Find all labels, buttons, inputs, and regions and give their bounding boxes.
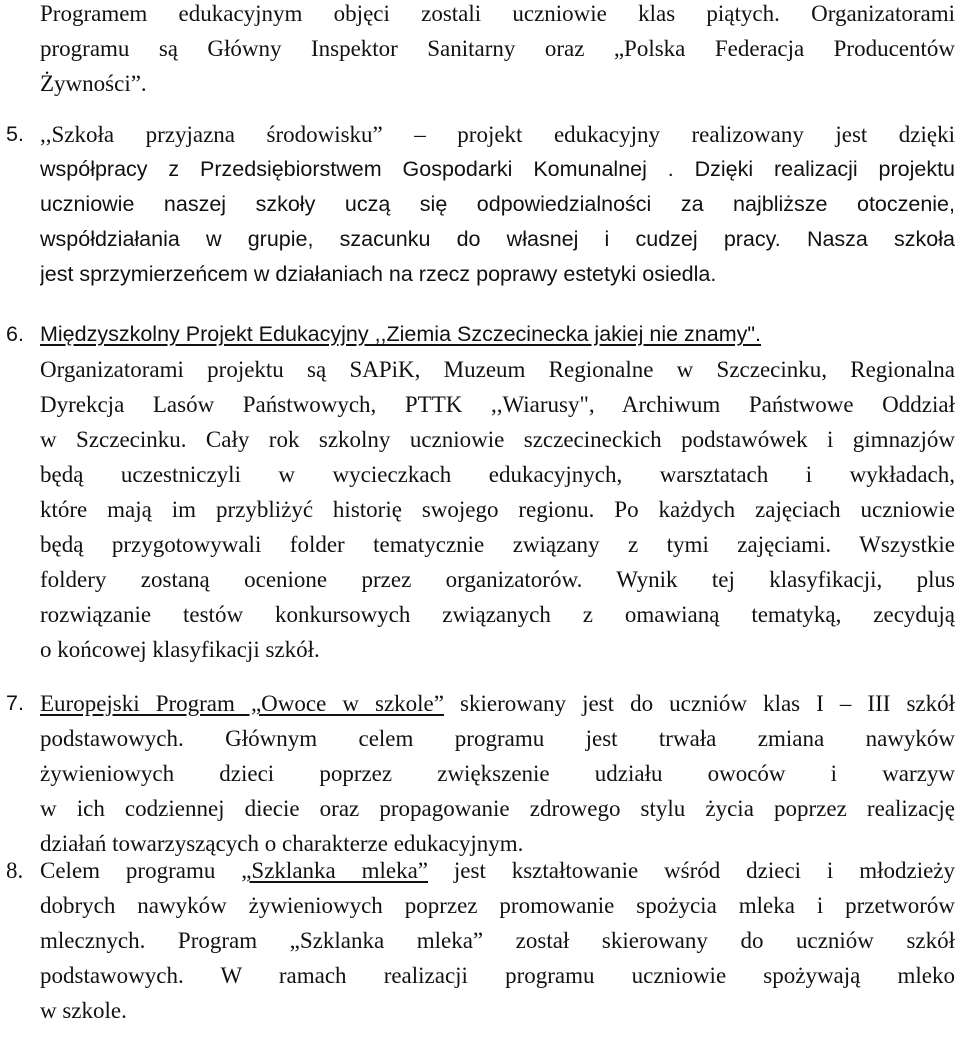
text-line: żywieniowych dzieci poprzez zwiększenie udziału owoców i warzyw: [40, 761, 955, 786]
item-8-prefix: Celem programu: [40, 858, 242, 883]
text-line: w szkole.: [40, 998, 127, 1023]
text-line: będą uczestniczyli w wycieczkach edukacyjnych, warsztatach i wykładach,: [40, 462, 955, 487]
item-5-paragraph: [40, 117, 955, 292]
item-8-title-text: „Szklanka mleka”: [241, 858, 429, 883]
text-line: Organizatorami projektu są SAPiK, Muzeum Regionalne w Szczecinku, Regionalna: [40, 357, 955, 382]
text-line: o końcowej klasyfikacji szkół.: [40, 637, 320, 662]
item-7-number: 7.: [6, 691, 24, 715]
text-line: współpracy z Przedsiębiorstwem Gospodarki Komunalnej . Dzięki realizacji projektu: [40, 157, 955, 181]
item-8-number: 8.: [6, 858, 24, 883]
text-line: jest sprzymierzeńcem w działaniach na rzecz poprawy estetyki osiedla.: [40, 262, 717, 286]
item-6-paragraph: [40, 317, 955, 667]
text-line: uczniowie naszej szkoły uczą się odpowiedzialności za najbliższe otoczenie,: [40, 192, 955, 216]
text-line: ,,Szkoła przyjazna środowisku” – projekt edukacyjny realizowany jest dzięki: [40, 122, 955, 147]
text-line: które mają im przybliżyć historię swojego regionu. Po każdych zajęciach uczniowie: [40, 497, 955, 522]
text-line: mlecznych. Program „Szklanka mleka” został skierowany do uczniów szkół: [40, 928, 955, 953]
text-line: foldery zostaną ocenione przez organizatorów. Wynik tej klasyfikacji, plus: [40, 567, 955, 592]
item-6-number: 6.: [6, 322, 24, 346]
text-line: współdziałania w grupie, szacunku do własnej i cudzej pracy. Nasza szkoła: [40, 227, 955, 251]
text-line: Żywności”.: [40, 71, 147, 96]
text-line: działań towarzyszących o charakterze edukacyjnym.: [40, 831, 524, 856]
text-line: podstawowych. W ramach realizacji programu uczniowie spożywają mleko: [40, 963, 955, 988]
item-6-title-text: Międzyszkolny Projekt Edukacyjny ,,Ziemia Szczecinecka jakiej nie znamy".: [40, 322, 761, 346]
text-line: w ich codziennej diecie oraz propagowanie zdrowego stylu życia poprzez realizację: [40, 796, 955, 821]
item-8-paragraph: [40, 853, 955, 1028]
text-line: rozwiązanie testów konkursowych związanych z omawianą tematyką, zecydują: [40, 602, 955, 627]
item-7-paragraph: [40, 686, 955, 861]
text-line: podstawowych. Głównym celem programu jest trwała zmiana nawyków: [40, 726, 955, 751]
item-5-number: 5.: [6, 122, 24, 146]
text-line: Programem edukacyjnym objęci zostali uczniowie klas piątych. Organizatorami: [40, 1, 955, 26]
text-line: będą przygotowywali folder tematycznie związany z tymi zajęciami. Wszystkie: [40, 532, 955, 557]
item-8-first-line: [40, 853, 955, 888]
intro-paragraph: [40, 0, 955, 101]
item-7-first-line: [40, 686, 955, 721]
text-line: Dyrekcja Lasów Państwowych, PTTK ,,Wiarusy", Archiwum Państwowe Oddział: [40, 392, 955, 417]
text-line: programu są Główny Inspektor Sanitarny oraz „Polska Federacja Producentów: [40, 36, 955, 61]
text-line: dobrych nawyków żywieniowych poprzez promowanie spożycia mleka i przetworów: [40, 893, 955, 918]
text-line: w Szczecinku. Cały rok szkolny uczniowie szczecineckich podstawówek i gimnazjów: [40, 427, 955, 452]
item-7-title-rest: skierowany jest do uczniów klas I – III szkół: [443, 691, 955, 716]
item-8-title-rest: jest kształtowanie wśród dzieci i młodzieży: [428, 858, 955, 883]
item-6-title: [40, 317, 955, 352]
item-7-title-text: Europejski Program „Owoce w szkole”: [40, 691, 444, 716]
